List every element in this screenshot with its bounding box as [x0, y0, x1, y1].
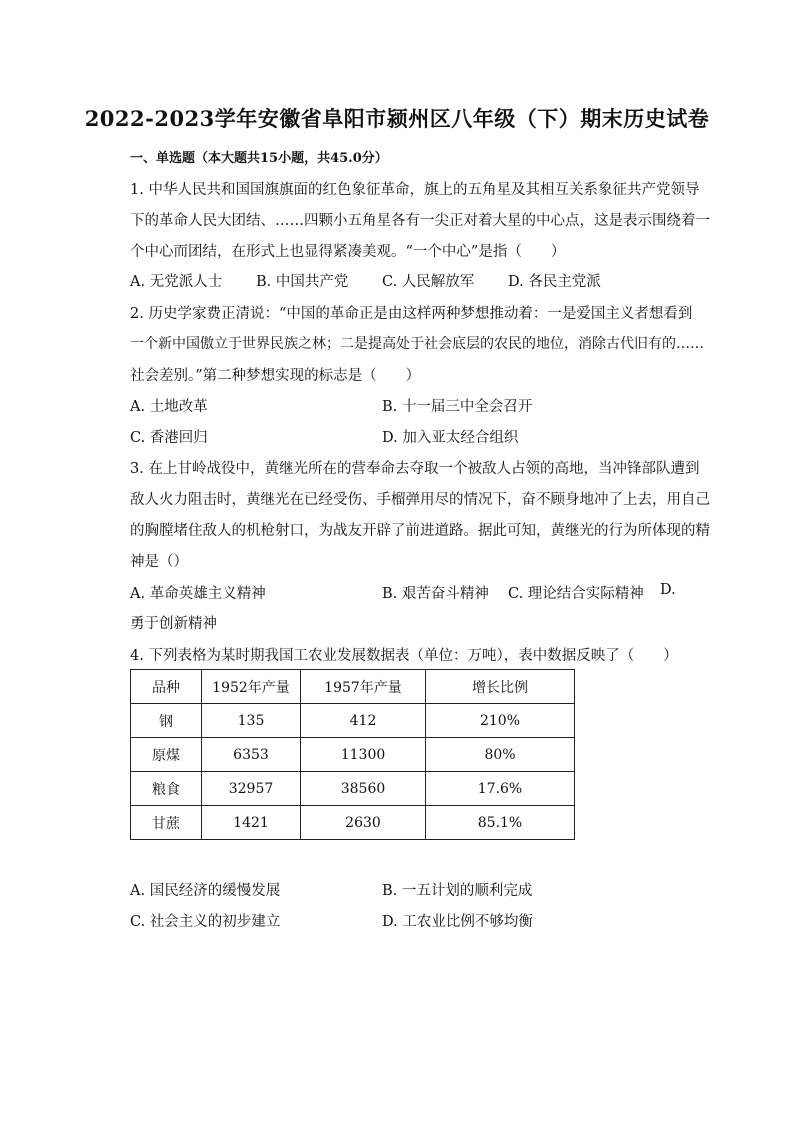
table-row	[131, 772, 575, 806]
table-header-row	[131, 670, 575, 704]
q4-stem: 4. 下列表格为某时期我国工农业发展数据表（单位：万吨），表中数据反映了（ ）	[130, 648, 678, 664]
table-header: 1957年产量	[301, 670, 426, 704]
q3-line-3: 的胸膛堵住敌人的机枪射口，为战友开辟了前进道路。据此可知，黄继光的行为所体现的精	[130, 523, 710, 539]
q3-option-a: A. 革命英雄主义精神	[130, 586, 266, 602]
q2-option-b: B. 十一届三中全会召开	[382, 399, 533, 415]
table-header: 1952年产量	[202, 670, 301, 704]
table-header: 品种	[131, 670, 202, 704]
table-cell: 6353	[202, 738, 301, 772]
table-cell: 11300	[301, 738, 426, 772]
q3-option-c: C. 理论结合实际精神	[508, 586, 644, 602]
q4-option-c: C. 社会主义的初步建立	[130, 914, 281, 930]
table-cell: 32957	[202, 772, 301, 806]
q3-option-d-text: 勇于创新精神	[130, 616, 217, 632]
table-cell: 210%	[426, 704, 575, 738]
q2-line-2: 一个新中国傲立于世界民族之林；二是提高处于社会底层的农民的地位，消除古代旧有的……	[130, 336, 704, 352]
q1-line-3: 个中心而团结，在形式上也显得紧凑美观。“一个中心”是指（ ）	[130, 244, 566, 260]
q3-option-b: B. 艰苦奋斗精神	[382, 586, 489, 602]
table-row	[131, 806, 575, 840]
q3-line-2: 敌人火力阻击时，黄继光在已经受伤、手榴弹用尽的情况下，奋不顾身地冲了上去，用自己	[130, 492, 710, 508]
table-cell: 80%	[426, 738, 575, 772]
q1-line-2: 下的革命人民大团结、……四颗小五角星各有一尖正对着大星的中心点，这是表示围绕着一	[130, 213, 710, 229]
q3-option-d-label: D.	[660, 582, 676, 598]
table-row	[131, 738, 575, 772]
section-heading: 一、单选题（本大题共15小题，共45.0分）	[130, 151, 388, 166]
table-cell: 38560	[301, 772, 426, 806]
q1-option-d: D. 各民主党派	[508, 274, 601, 290]
table-cell: 1421	[202, 806, 301, 840]
table-cell: 甘蔗	[131, 806, 202, 840]
table-cell: 钢	[131, 704, 202, 738]
q4-option-b: B. 一五计划的顺利完成	[382, 883, 533, 899]
page-title: 2022-2023学年安徽省阜阳市颍州区八年级（下）期末历史试卷	[84, 106, 710, 131]
q1-option-c: C. 人民解放军	[382, 274, 475, 290]
q3-line-4: 神是（）	[130, 554, 188, 570]
q4-option-a: A. 国民经济的缓慢发展	[130, 883, 281, 899]
table-cell: 412	[301, 704, 426, 738]
data-table	[130, 669, 575, 840]
q1-line-1: 1. 中华人民共和国国旗旗面的红色象征革命，旗上的五角星及其相互关系象征共产党领导	[130, 182, 700, 198]
table-cell: 2630	[301, 806, 426, 840]
table-cell: 135	[202, 704, 301, 738]
q2-line-1: 2. 历史学家费正清说：“中国的革命正是由这样两种梦想推动着：一是爱国主义者想看到	[130, 306, 693, 322]
q2-option-c: C. 香港回归	[130, 430, 208, 446]
q4-option-d: D. 工农业比例不够均衡	[382, 914, 533, 930]
table-cell: 85.1%	[426, 806, 575, 840]
table-cell: 原煤	[131, 738, 202, 772]
q2-option-d: D. 加入亚太经合组织	[382, 430, 519, 446]
table-cell: 粮食	[131, 772, 202, 806]
q2-option-a: A. 土地改革	[130, 399, 208, 415]
q1-option-b: B. 中国共产党	[256, 274, 349, 290]
table-row	[131, 704, 575, 738]
q3-line-1: 3. 在上甘岭战役中，黄继光所在的营奉命去夺取一个被敌人占领的高地，当冲锋部队遭到	[130, 461, 700, 477]
q1-option-a: A. 无党派人士	[130, 274, 223, 290]
table-header: 增长比例	[426, 670, 575, 704]
table-cell: 17.6%	[426, 772, 575, 806]
q2-line-3: 社会差别。”第二种梦想实现的标志是（ ）	[130, 368, 421, 384]
